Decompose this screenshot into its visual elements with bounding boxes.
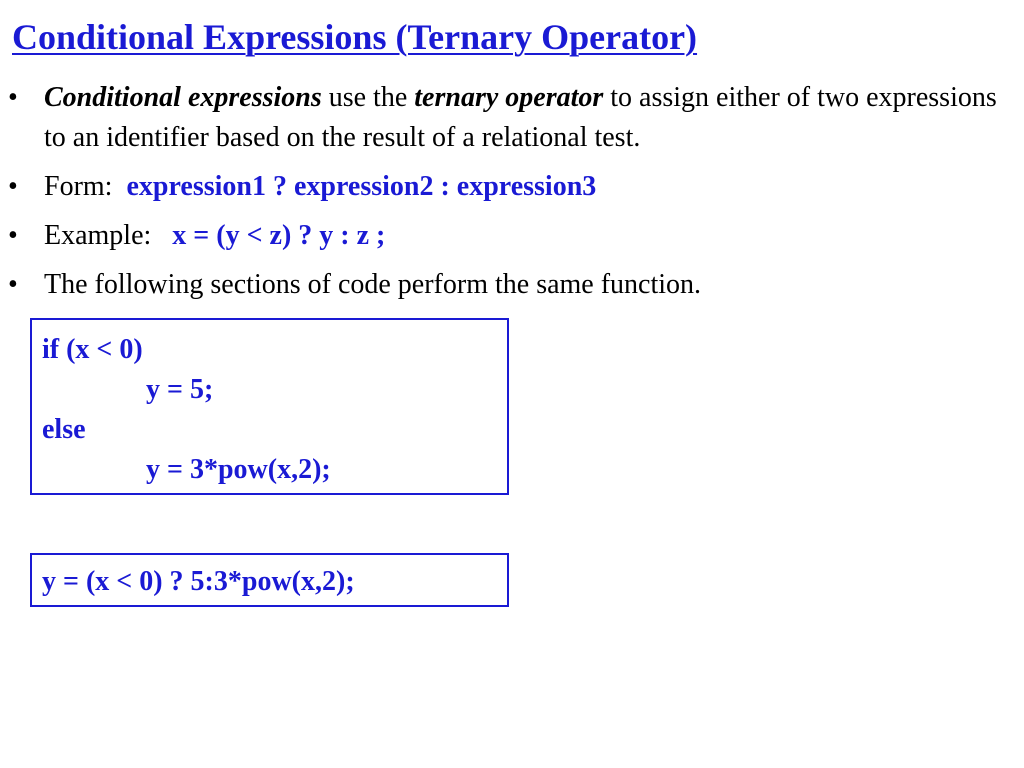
term-conditional-expressions: Conditional expressions bbox=[44, 82, 322, 113]
bullet-dot-icon: • bbox=[8, 171, 18, 202]
form-label: Form: bbox=[44, 171, 113, 202]
code-line-then: y = 5; bbox=[146, 374, 214, 405]
bullet-item-following bbox=[0, 265, 1010, 305]
slide-title: Conditional Expressions (Ternary Operator) bbox=[12, 17, 698, 57]
bullet-item-example bbox=[0, 216, 1010, 256]
code-line-if: if (x < 0) bbox=[42, 334, 143, 365]
bullet-dot-icon: • bbox=[8, 220, 18, 251]
bullet-item-form bbox=[0, 167, 1010, 207]
example-label: Example: bbox=[44, 220, 152, 251]
code-line-else-body: y = 3*pow(x,2); bbox=[146, 454, 331, 485]
if-else-code-box bbox=[30, 318, 509, 495]
code-line-ternary: y = (x < 0) ? 5:3*pow(x,2); bbox=[42, 566, 355, 597]
bullet-text: to assign either of two expressions to an identifier based on the result of a relational test. bbox=[44, 82, 997, 153]
bullet-item-definition bbox=[0, 78, 1010, 158]
ternary-code-box bbox=[30, 553, 509, 607]
bullet-list bbox=[0, 78, 1010, 314]
code-line-else: else bbox=[42, 414, 86, 445]
bullet-text: use the bbox=[321, 82, 415, 113]
term-ternary-operator: ternary operator bbox=[414, 82, 604, 113]
example-code: x = (y < z) ? y : z ; bbox=[172, 220, 386, 251]
bullet-dot-icon: • bbox=[8, 82, 18, 113]
bullet-text: The following sections of code perform the same function. bbox=[44, 269, 702, 300]
bullet-dot-icon: • bbox=[8, 269, 18, 300]
form-code: expression1 ? expression2 : expression3 bbox=[126, 171, 597, 202]
